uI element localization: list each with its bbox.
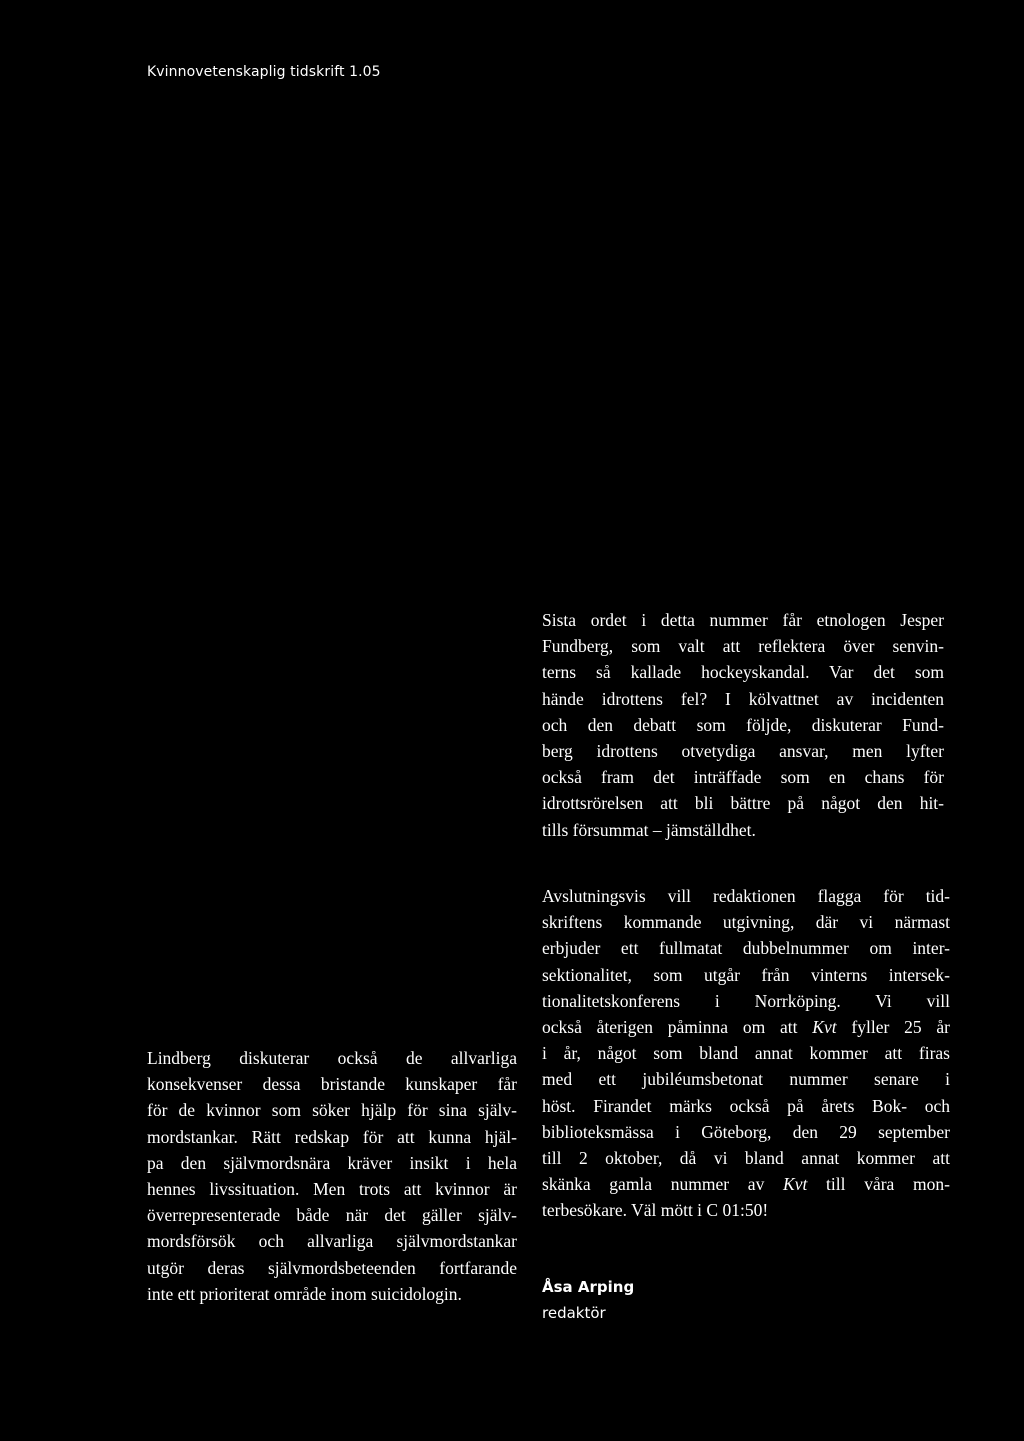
text-line: pa den självmordsnära kräver insikt i hela (147, 1152, 517, 1173)
text-line: och den debatt som följde, diskuterar Fund- (542, 714, 944, 735)
running-head: Kvinnovetenskaplig tidskrift 1.05 (147, 64, 381, 80)
text-line: berg idrottens otvetydiga ansvar, men lyfter (542, 741, 944, 762)
text-line: mordsförsök och allvarliga självmordstankar (147, 1231, 517, 1252)
text-line: Sista ordet i detta nummer får etnologen Jesper (542, 610, 944, 630)
text-line: konsekvenser dessa bristande kunskaper får (147, 1074, 517, 1095)
text-line: utgör deras självmordsbeteenden fortfarande (147, 1257, 517, 1278)
text-line: till 2 oktober, då vi bland annat kommer att (542, 1148, 950, 1169)
text-line: skänka gamla nummer av Kvt till våra mon- (542, 1174, 950, 1195)
paragraph-suicidology (147, 1045, 517, 1307)
paragraph-closing-essay (542, 607, 944, 843)
text-line: i år, något som bland annat kommer att firas (542, 1043, 950, 1064)
text-line: mordstankar. Rätt redskap för att kunna hjäl- (147, 1126, 517, 1147)
signature-role: redaktör (542, 1304, 606, 1322)
text-line: hände idrottens fel? I kölvattnet av incidenten (542, 688, 944, 709)
text-line: terns så kallade hockeyskandal. Var det som (542, 662, 944, 683)
text-line: med ett jubiléumsbetonat nummer senare i (542, 1069, 950, 1090)
signature-name: Åsa Arping (542, 1278, 635, 1296)
text-line: inte ett prioriterat område inom suicidologin. (147, 1283, 462, 1304)
journal-abbreviation: Kvt (812, 1017, 837, 1038)
text-line: tills försummat – jämställdhet. (542, 819, 756, 840)
text-line: erbjuder ett fullmatat dubbelnummer om inter- (542, 938, 950, 959)
journal-abbreviation: Kvt (783, 1174, 808, 1195)
text-line: överrepresenterade både när det gäller själv- (147, 1205, 517, 1226)
text-line: tionalitetskonferens i Norrköping. Vi vill (542, 990, 950, 1011)
text-line: Fundberg, som valt att reflektera över senvin- (542, 636, 944, 657)
text-line: också återigen påminna om att Kvt fyller 25 år (542, 1017, 950, 1038)
signature (542, 1274, 634, 1326)
text-line: hennes livssituation. Men trots att kvinnor är (147, 1179, 517, 1200)
text-line: terbesökare. Väl mött i C 01:50! (542, 1200, 769, 1221)
text-line: Avslutningsvis vill redaktionen flagga för tid- (542, 886, 950, 906)
text-line: för de kvinnor som söker hjälp för sina själv- (147, 1100, 517, 1121)
text-line: skriftens kommande utgivning, där vi närmast (542, 912, 950, 933)
text-line: biblioteksmässa i Göteborg, den 29 september (542, 1121, 950, 1142)
text-line: också fram det inträffade som en chans för (542, 767, 944, 788)
paragraph-announcement (542, 883, 950, 1224)
text-line: Lindberg diskuterar också de allvarliga (147, 1048, 517, 1068)
text-line: idrottsrörelsen att bli bättre på något den hit- (542, 793, 944, 814)
text-line: höst. Firandet märks också på årets Bok- och (542, 1095, 950, 1116)
text-line: sektionalitet, som utgår från vinterns intersek- (542, 964, 950, 985)
